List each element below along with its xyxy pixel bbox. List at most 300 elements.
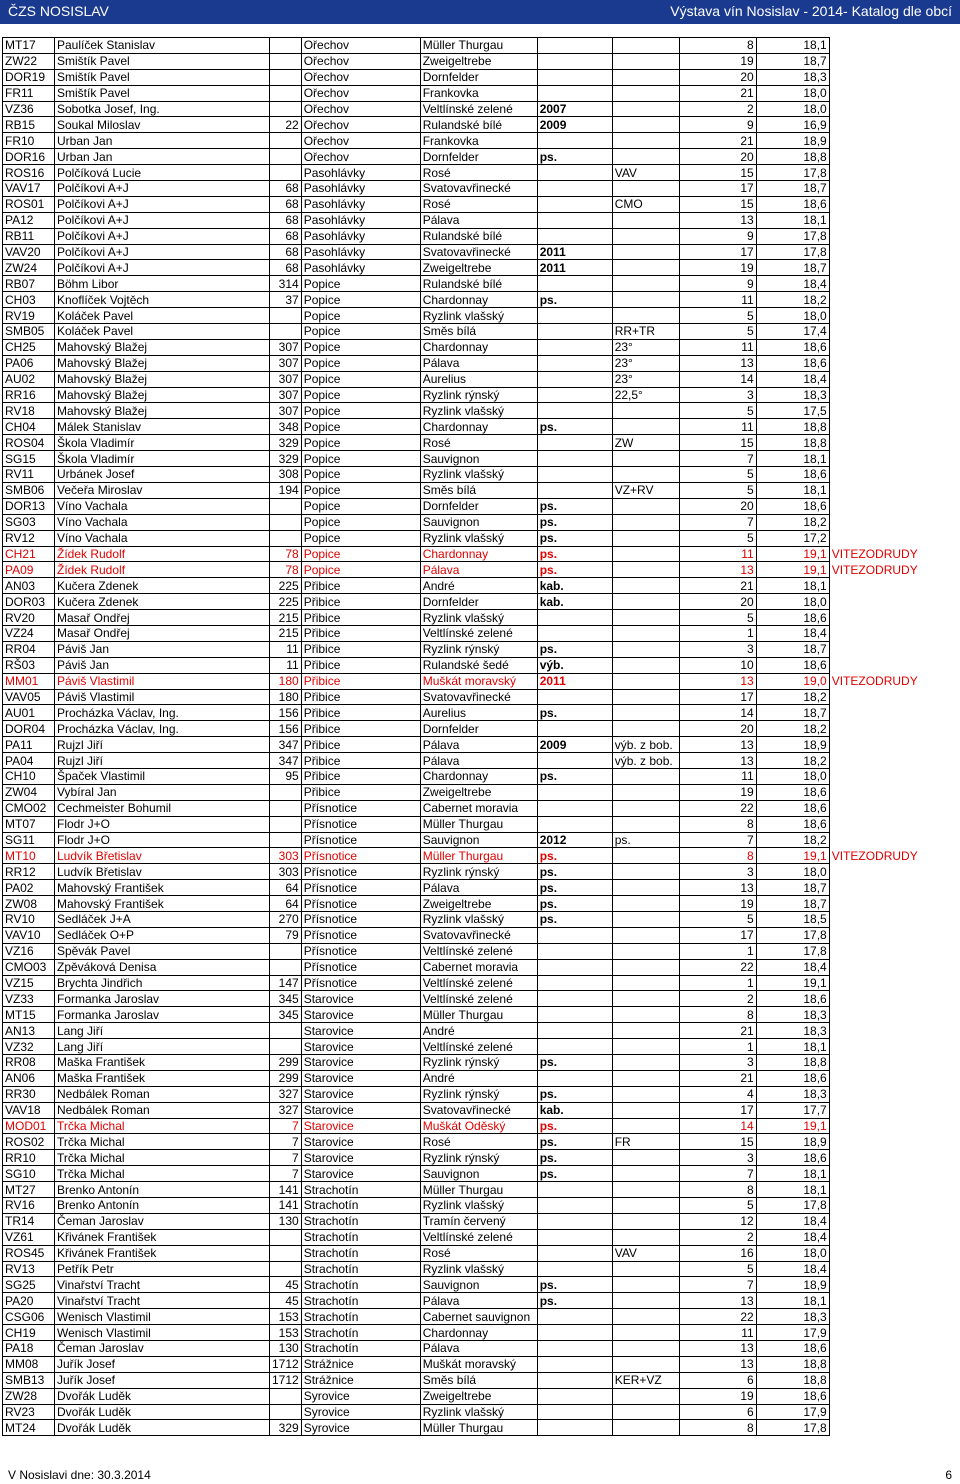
- cell-house: 68: [270, 228, 302, 244]
- table-row: [3, 1372, 931, 1388]
- cell-code: VAV20: [3, 244, 55, 260]
- cell-name: Juřík Josef: [55, 1372, 270, 1388]
- cell-code: RR04: [3, 641, 55, 657]
- cell-award: [829, 435, 930, 451]
- table-row: [3, 387, 931, 403]
- cell-group: 20: [679, 69, 756, 85]
- cell-award: [829, 196, 930, 212]
- table-row: [3, 1150, 931, 1166]
- cell-name: Mahovský František: [55, 896, 270, 912]
- cell-code: FR11: [3, 85, 55, 101]
- cell-group: 11: [679, 339, 756, 355]
- cell-group: 5: [679, 530, 756, 546]
- cell-note: [612, 816, 679, 832]
- cell-variety: Ryzlink rýnský: [420, 387, 537, 403]
- cell-name: Mahovský František: [55, 880, 270, 896]
- cell-score: 17,8: [756, 1420, 829, 1436]
- page-number: 6: [945, 1468, 952, 1482]
- cell-variety: Cabernet sauvignon: [420, 1309, 537, 1325]
- cell-village: Pasohlávky: [301, 244, 420, 260]
- cell-group: 15: [679, 196, 756, 212]
- table-row: [3, 991, 931, 1007]
- cell-house: 314: [270, 276, 302, 292]
- cell-note: [612, 276, 679, 292]
- cell-code: RV18: [3, 403, 55, 419]
- cell-group: 8: [679, 1420, 756, 1436]
- table-row: [3, 1213, 931, 1229]
- cell-variety: Muškát moravský: [420, 1356, 537, 1372]
- cell-award: [829, 530, 930, 546]
- cell-note: [612, 800, 679, 816]
- cell-year: [537, 1213, 612, 1229]
- cell-house: 11: [270, 657, 302, 673]
- cell-year: [537, 1420, 612, 1436]
- cell-score: 19,1: [756, 975, 829, 991]
- cell-village: Přibice: [301, 705, 420, 721]
- cell-score: 18,2: [756, 514, 829, 530]
- cell-code: VZ61: [3, 1229, 55, 1245]
- cell-code: RR16: [3, 387, 55, 403]
- cell-village: Pasohlávky: [301, 165, 420, 181]
- table-row: [3, 848, 931, 864]
- table-row: [3, 673, 931, 689]
- cell-score: 18,3: [756, 1309, 829, 1325]
- cell-variety: Směs bílá: [420, 1372, 537, 1388]
- cell-group: 1: [679, 625, 756, 641]
- cell-house: 64: [270, 896, 302, 912]
- cell-note: [612, 911, 679, 927]
- cell-code: MOD01: [3, 1118, 55, 1134]
- table-row: [3, 165, 931, 181]
- cell-name: Smištík Pavel: [55, 85, 270, 101]
- cell-house: 147: [270, 975, 302, 991]
- table-row: [3, 1277, 931, 1293]
- cell-award: [829, 689, 930, 705]
- table-row: [3, 911, 931, 927]
- cell-year: [537, 1023, 612, 1039]
- cell-name: Wenisch Vlastimil: [55, 1325, 270, 1341]
- cell-group: 13: [679, 355, 756, 371]
- cell-house: [270, 38, 302, 54]
- cell-year: výb.: [537, 657, 612, 673]
- cell-variety: Dornfelder: [420, 149, 537, 165]
- cell-name: Koláček Pavel: [55, 324, 270, 340]
- cell-year: [537, 38, 612, 54]
- cell-score: 18,4: [756, 1213, 829, 1229]
- cell-year: [537, 943, 612, 959]
- cell-variety: Ryzlink vlašský: [420, 1404, 537, 1420]
- cell-group: 20: [679, 594, 756, 610]
- cell-score: 17,9: [756, 1404, 829, 1420]
- cell-house: 307: [270, 403, 302, 419]
- cell-year: [537, 324, 612, 340]
- cell-code: ROS16: [3, 165, 55, 181]
- cell-village: Přibice: [301, 737, 420, 753]
- table-row: [3, 228, 931, 244]
- cell-group: 9: [679, 276, 756, 292]
- cell-note: [612, 1229, 679, 1245]
- cell-score: 18,6: [756, 1341, 829, 1357]
- cell-year: ps.: [537, 514, 612, 530]
- table-row: [3, 721, 931, 737]
- cell-score: 18,5: [756, 911, 829, 927]
- cell-name: Paulíček Stanislav: [55, 38, 270, 54]
- cell-village: Strachotín: [301, 1245, 420, 1261]
- cell-note: VZ+RV: [612, 482, 679, 498]
- cell-score: 17,8: [756, 244, 829, 260]
- table-row: [3, 578, 931, 594]
- cell-house: 180: [270, 689, 302, 705]
- table-row: [3, 1261, 931, 1277]
- cell-year: [537, 1229, 612, 1245]
- cell-score: 17,9: [756, 1325, 829, 1341]
- cell-village: Přísnotice: [301, 927, 420, 943]
- cell-house: 307: [270, 339, 302, 355]
- cell-year: [537, 689, 612, 705]
- cell-year: ps.: [537, 530, 612, 546]
- cell-code: SMB13: [3, 1372, 55, 1388]
- cell-village: Starovice: [301, 1007, 420, 1023]
- cell-variety: Zweigeltrebe: [420, 53, 537, 69]
- cell-name: Mahovský Blažej: [55, 387, 270, 403]
- table-row: [3, 276, 931, 292]
- cell-score: 18,3: [756, 69, 829, 85]
- cell-variety: Rosé: [420, 196, 537, 212]
- cell-variety: Pálava: [420, 737, 537, 753]
- cell-code: ROS45: [3, 1245, 55, 1261]
- cell-award: [829, 816, 930, 832]
- cell-group: 21: [679, 1023, 756, 1039]
- cell-note: 23°: [612, 339, 679, 355]
- cell-village: Strachotín: [301, 1341, 420, 1357]
- cell-village: Strachotín: [301, 1229, 420, 1245]
- cell-year: ps.: [537, 1086, 612, 1102]
- cell-name: Polčíkovi A+J: [55, 244, 270, 260]
- cell-award: [829, 451, 930, 467]
- cell-village: Starovice: [301, 1150, 420, 1166]
- cell-group: 8: [679, 848, 756, 864]
- cell-code: MT10: [3, 848, 55, 864]
- cell-year: [537, 800, 612, 816]
- cell-village: Přibice: [301, 753, 420, 769]
- cell-variety: Svatovavřinecké: [420, 1102, 537, 1118]
- cell-group: 21: [679, 133, 756, 149]
- cell-house: 307: [270, 387, 302, 403]
- table-row: [3, 1341, 931, 1357]
- cell-score: 18,0: [756, 85, 829, 101]
- cell-group: 14: [679, 371, 756, 387]
- cell-code: ZW22: [3, 53, 55, 69]
- cell-year: [537, 991, 612, 1007]
- cell-house: 7: [270, 1118, 302, 1134]
- cell-village: Přísnotice: [301, 911, 420, 927]
- cell-note: [612, 1213, 679, 1229]
- cell-year: ps.: [537, 1118, 612, 1134]
- cell-name: Procházka Václav, Ing.: [55, 705, 270, 721]
- table-row: [3, 212, 931, 228]
- cell-score: 18,2: [756, 721, 829, 737]
- cell-name: Brychta Jindřich: [55, 975, 270, 991]
- cell-variety: Dornfelder: [420, 721, 537, 737]
- cell-village: Přibice: [301, 673, 420, 689]
- cell-award: [829, 292, 930, 308]
- cell-village: Přísnotice: [301, 896, 420, 912]
- cell-award: [829, 1086, 930, 1102]
- cell-award: [829, 1023, 930, 1039]
- cell-house: 329: [270, 435, 302, 451]
- table-row: [3, 1134, 931, 1150]
- cell-group: 13: [679, 753, 756, 769]
- cell-note: [612, 1356, 679, 1372]
- table-row: [3, 419, 931, 435]
- cell-group: 8: [679, 1007, 756, 1023]
- cell-year: [537, 69, 612, 85]
- cell-house: [270, 85, 302, 101]
- cell-note: [612, 784, 679, 800]
- cell-score: 18,1: [756, 212, 829, 228]
- cell-score: 18,8: [756, 419, 829, 435]
- cell-note: [612, 1309, 679, 1325]
- cell-house: 307: [270, 371, 302, 387]
- cell-group: 5: [679, 482, 756, 498]
- cell-award: [829, 911, 930, 927]
- cell-name: Škola Vladimír: [55, 451, 270, 467]
- cell-score: 18,3: [756, 1086, 829, 1102]
- cell-house: 1712: [270, 1372, 302, 1388]
- cell-year: [537, 85, 612, 101]
- cell-village: Popice: [301, 276, 420, 292]
- cell-house: [270, 1245, 302, 1261]
- cell-variety: Směs bílá: [420, 324, 537, 340]
- cell-group: 22: [679, 800, 756, 816]
- cell-village: Starovice: [301, 1039, 420, 1055]
- cell-year: [537, 435, 612, 451]
- cell-award: [829, 610, 930, 626]
- cell-name: Zpěváková Denisa: [55, 959, 270, 975]
- cell-code: PA09: [3, 562, 55, 578]
- table-row: [3, 467, 931, 483]
- table-row: [3, 53, 931, 69]
- cell-year: [537, 1198, 612, 1214]
- cell-village: Pasohlávky: [301, 212, 420, 228]
- cell-award: [829, 371, 930, 387]
- cell-village: Ořechov: [301, 69, 420, 85]
- cell-village: Starovice: [301, 991, 420, 1007]
- cell-score: 18,7: [756, 896, 829, 912]
- cell-name: Sedláček J+A: [55, 911, 270, 927]
- cell-year: [537, 1309, 612, 1325]
- cell-score: 18,0: [756, 1245, 829, 1261]
- cell-note: výb. z bob.: [612, 737, 679, 753]
- table-row: [3, 355, 931, 371]
- cell-variety: Cabernet moravia: [420, 959, 537, 975]
- cell-name: Trčka Michal: [55, 1118, 270, 1134]
- table-row: [3, 832, 931, 848]
- cell-code: MT27: [3, 1182, 55, 1198]
- table-row: [3, 181, 931, 197]
- cell-name: Mahovský Blažej: [55, 403, 270, 419]
- cell-note: [612, 1293, 679, 1309]
- cell-village: Popice: [301, 530, 420, 546]
- cell-code: DOR04: [3, 721, 55, 737]
- cell-score: 18,6: [756, 1388, 829, 1404]
- cell-house: 225: [270, 578, 302, 594]
- cell-note: [612, 625, 679, 641]
- cell-name: Spěvák Pavel: [55, 943, 270, 959]
- cell-group: 2: [679, 101, 756, 117]
- cell-house: 225: [270, 594, 302, 610]
- cell-group: 22: [679, 959, 756, 975]
- cell-group: 7: [679, 1277, 756, 1293]
- cell-award: [829, 784, 930, 800]
- cell-year: ps.: [537, 848, 612, 864]
- cell-note: [612, 451, 679, 467]
- cell-score: 18,1: [756, 482, 829, 498]
- cell-award: [829, 578, 930, 594]
- cell-code: PA20: [3, 1293, 55, 1309]
- cell-code: TR14: [3, 1213, 55, 1229]
- cell-group: 15: [679, 165, 756, 181]
- cell-year: [537, 133, 612, 149]
- cell-note: [612, 1182, 679, 1198]
- cell-house: 7: [270, 1150, 302, 1166]
- cell-house: [270, 1388, 302, 1404]
- cell-note: [612, 498, 679, 514]
- cell-variety: Pálava: [420, 212, 537, 228]
- cell-name: Lang Jiří: [55, 1039, 270, 1055]
- cell-name: Smištík Pavel: [55, 69, 270, 85]
- cell-name: Masař Ondřej: [55, 610, 270, 626]
- cell-house: 345: [270, 1007, 302, 1023]
- cell-group: 13: [679, 880, 756, 896]
- cell-variety: Aurelius: [420, 371, 537, 387]
- cell-village: Popice: [301, 514, 420, 530]
- cell-name: Cechmeister Bohumil: [55, 800, 270, 816]
- cell-code: AU01: [3, 705, 55, 721]
- cell-score: 18,4: [756, 959, 829, 975]
- cell-note: [612, 991, 679, 1007]
- cell-house: [270, 324, 302, 340]
- cell-note: [612, 69, 679, 85]
- cell-code: RR10: [3, 1150, 55, 1166]
- cell-note: [612, 594, 679, 610]
- cell-score: 18,4: [756, 625, 829, 641]
- cell-note: [612, 1007, 679, 1023]
- cell-variety: Veltlínské zelené: [420, 625, 537, 641]
- cell-variety: Müller Thurgau: [420, 38, 537, 54]
- cell-year: ps.: [537, 149, 612, 165]
- cell-house: 11: [270, 641, 302, 657]
- cell-name: Páviš Jan: [55, 641, 270, 657]
- cell-variety: Sauvignon: [420, 514, 537, 530]
- cell-village: Syrovice: [301, 1420, 420, 1436]
- table-row: [3, 896, 931, 912]
- table-row: [3, 69, 931, 85]
- cell-note: [612, 768, 679, 784]
- cell-house: 64: [270, 880, 302, 896]
- cell-variety: André: [420, 1070, 537, 1086]
- cell-award: [829, 864, 930, 880]
- cell-house: 130: [270, 1213, 302, 1229]
- cell-name: Urban Jan: [55, 133, 270, 149]
- cell-variety: Dornfelder: [420, 69, 537, 85]
- cell-year: kab.: [537, 1102, 612, 1118]
- cell-name: Dvořák Luděk: [55, 1404, 270, 1420]
- cell-house: 68: [270, 196, 302, 212]
- cell-award: [829, 387, 930, 403]
- cell-house: 215: [270, 610, 302, 626]
- cell-house: 95: [270, 768, 302, 784]
- cell-note: [612, 1055, 679, 1071]
- cell-award: [829, 339, 930, 355]
- cell-score: 19,1: [756, 562, 829, 578]
- cell-award: [829, 467, 930, 483]
- cell-score: 18,2: [756, 689, 829, 705]
- cell-variety: Zweigeltrebe: [420, 1388, 537, 1404]
- cell-group: 13: [679, 1341, 756, 1357]
- cell-score: 17,7: [756, 1102, 829, 1118]
- cell-award: [829, 657, 930, 673]
- cell-group: 5: [679, 403, 756, 419]
- cell-code: RV19: [3, 308, 55, 324]
- cell-group: 1: [679, 943, 756, 959]
- cell-note: 23°: [612, 371, 679, 387]
- cell-house: 180: [270, 673, 302, 689]
- cell-name: Urbánek Josef: [55, 467, 270, 483]
- cell-score: 18,1: [756, 1166, 829, 1182]
- cell-name: Polčíkovi A+J: [55, 212, 270, 228]
- cell-village: Ořechov: [301, 53, 420, 69]
- cell-village: Popice: [301, 546, 420, 562]
- cell-code: CSG06: [3, 1309, 55, 1325]
- cell-note: [612, 1261, 679, 1277]
- table-row: [3, 1023, 931, 1039]
- cell-award: [829, 244, 930, 260]
- cell-year: [537, 355, 612, 371]
- cell-score: 18,4: [756, 1229, 829, 1245]
- cell-note: [612, 260, 679, 276]
- cell-group: 13: [679, 1293, 756, 1309]
- cell-code: ZW08: [3, 896, 55, 912]
- cell-year: 2012: [537, 832, 612, 848]
- cell-year: [537, 1245, 612, 1261]
- cell-code: PA02: [3, 880, 55, 896]
- cell-variety: Frankovka: [420, 133, 537, 149]
- cell-score: 17,5: [756, 403, 829, 419]
- cell-group: 20: [679, 149, 756, 165]
- cell-village: Starovice: [301, 1118, 420, 1134]
- cell-village: Přísnotice: [301, 864, 420, 880]
- cell-village: Přísnotice: [301, 816, 420, 832]
- cell-year: ps.: [537, 896, 612, 912]
- cell-house: 7: [270, 1166, 302, 1182]
- table-row: [3, 260, 931, 276]
- cell-name: Mahovský Blažej: [55, 355, 270, 371]
- cell-variety: Ryzlink vlašský: [420, 530, 537, 546]
- table-row: [3, 149, 931, 165]
- cell-village: Popice: [301, 498, 420, 514]
- cell-house: [270, 1404, 302, 1420]
- cell-code: RV20: [3, 610, 55, 626]
- cell-variety: Ryzlink rýnský: [420, 1086, 537, 1102]
- table-row: [3, 625, 931, 641]
- cell-house: 347: [270, 737, 302, 753]
- cell-house: 45: [270, 1277, 302, 1293]
- cell-name: Maška František: [55, 1070, 270, 1086]
- table-row: [3, 959, 931, 975]
- cell-group: 5: [679, 308, 756, 324]
- table-row: [3, 880, 931, 896]
